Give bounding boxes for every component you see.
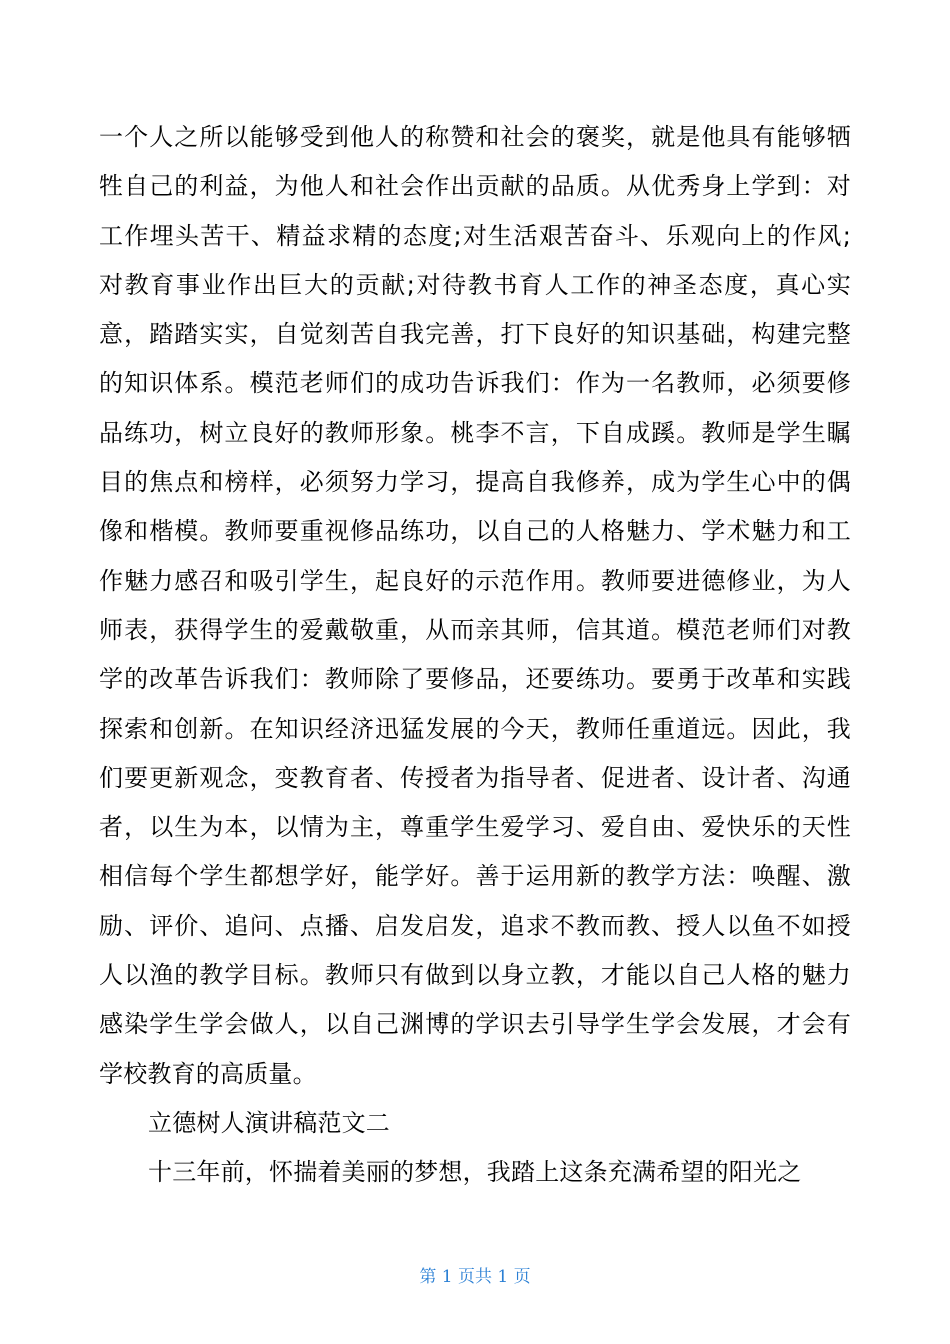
body-line: 们要更新观念，变教育者、传授者为指导者、促进者、设计者、沟通: [99, 763, 851, 792]
body-line: 对教育事业作出巨大的贡献;对待教书育人工作的神圣态度，真心实: [99, 270, 851, 299]
body-line: 的知识体系。模范老师们的成功告诉我们：作为一名教师，必须要修: [99, 369, 851, 398]
body-line: 人以渔的教学目标。教师只有做到以身立教，才能以自己人格的魅力: [99, 961, 851, 990]
body-line: 探索和创新。在知识经济迅猛发展的今天，教师任重道远。因此，我: [99, 714, 851, 743]
body-line: 励、评价、追问、点播、启发启发，追求不教而教、授人以鱼不如授: [99, 911, 851, 940]
body-line: 感染学生学会做人，以自己渊博的学识去引导学生学会发展，才会有: [99, 1010, 851, 1039]
body-line: 者，以生为本，以情为主，尊重学生爱学习、爱自由、爱快乐的天性: [99, 813, 851, 842]
section-heading: 立德树人演讲稿范文二: [148, 1108, 390, 1137]
body-line: 一个人之所以能够受到他人的称赞和社会的褒奖，就是他具有能够牺: [99, 123, 851, 151]
body-line: 作魅力感召和吸引学生，起良好的示范作用。教师要进德修业，为人: [99, 566, 851, 595]
document-body: [99, 113, 851, 1198]
body-line: 牲自己的利益，为他人和社会作出贡献的品质。从优秀身上学到：对: [99, 172, 851, 201]
body-line: 像和楷模。教师要重视修品练功，以自己的人格魅力、学术魅力和工: [99, 517, 851, 546]
body-line: 目的焦点和榜样，必须努力学习，提高自我修养，成为学生心中的偶: [99, 468, 851, 497]
body-line: 意，踏踏实实，自觉刻苦自我完善，打下良好的知识基础，构建完整: [99, 320, 851, 349]
body-line: 品练功，树立良好的教师形象。桃李不言，下自成蹊。教师是学生瞩: [99, 418, 851, 447]
next-paragraph-line: 十三年前，怀揣着美丽的梦想，我踏上这条充满希望的阳光之: [148, 1158, 802, 1187]
page-number-footer: 第 1 页共 1 页: [419, 1267, 531, 1287]
body-line: 相信每个学生都想学好，能学好。善于运用新的教学方法：唤醒、激: [99, 862, 851, 891]
body-line: 师表，获得学生的爱戴敬重，从而亲其师，信其道。模范老师们对教: [99, 615, 851, 644]
body-line: 工作埋头苦干、精益求精的态度;对生活艰苦奋斗、乐观向上的作风;: [99, 221, 851, 250]
body-line: 学的改革告诉我们：教师除了要修品，还要练功。要勇于改革和实践: [99, 665, 851, 694]
body-line-last: 学校教育的高质量。: [99, 1059, 317, 1088]
